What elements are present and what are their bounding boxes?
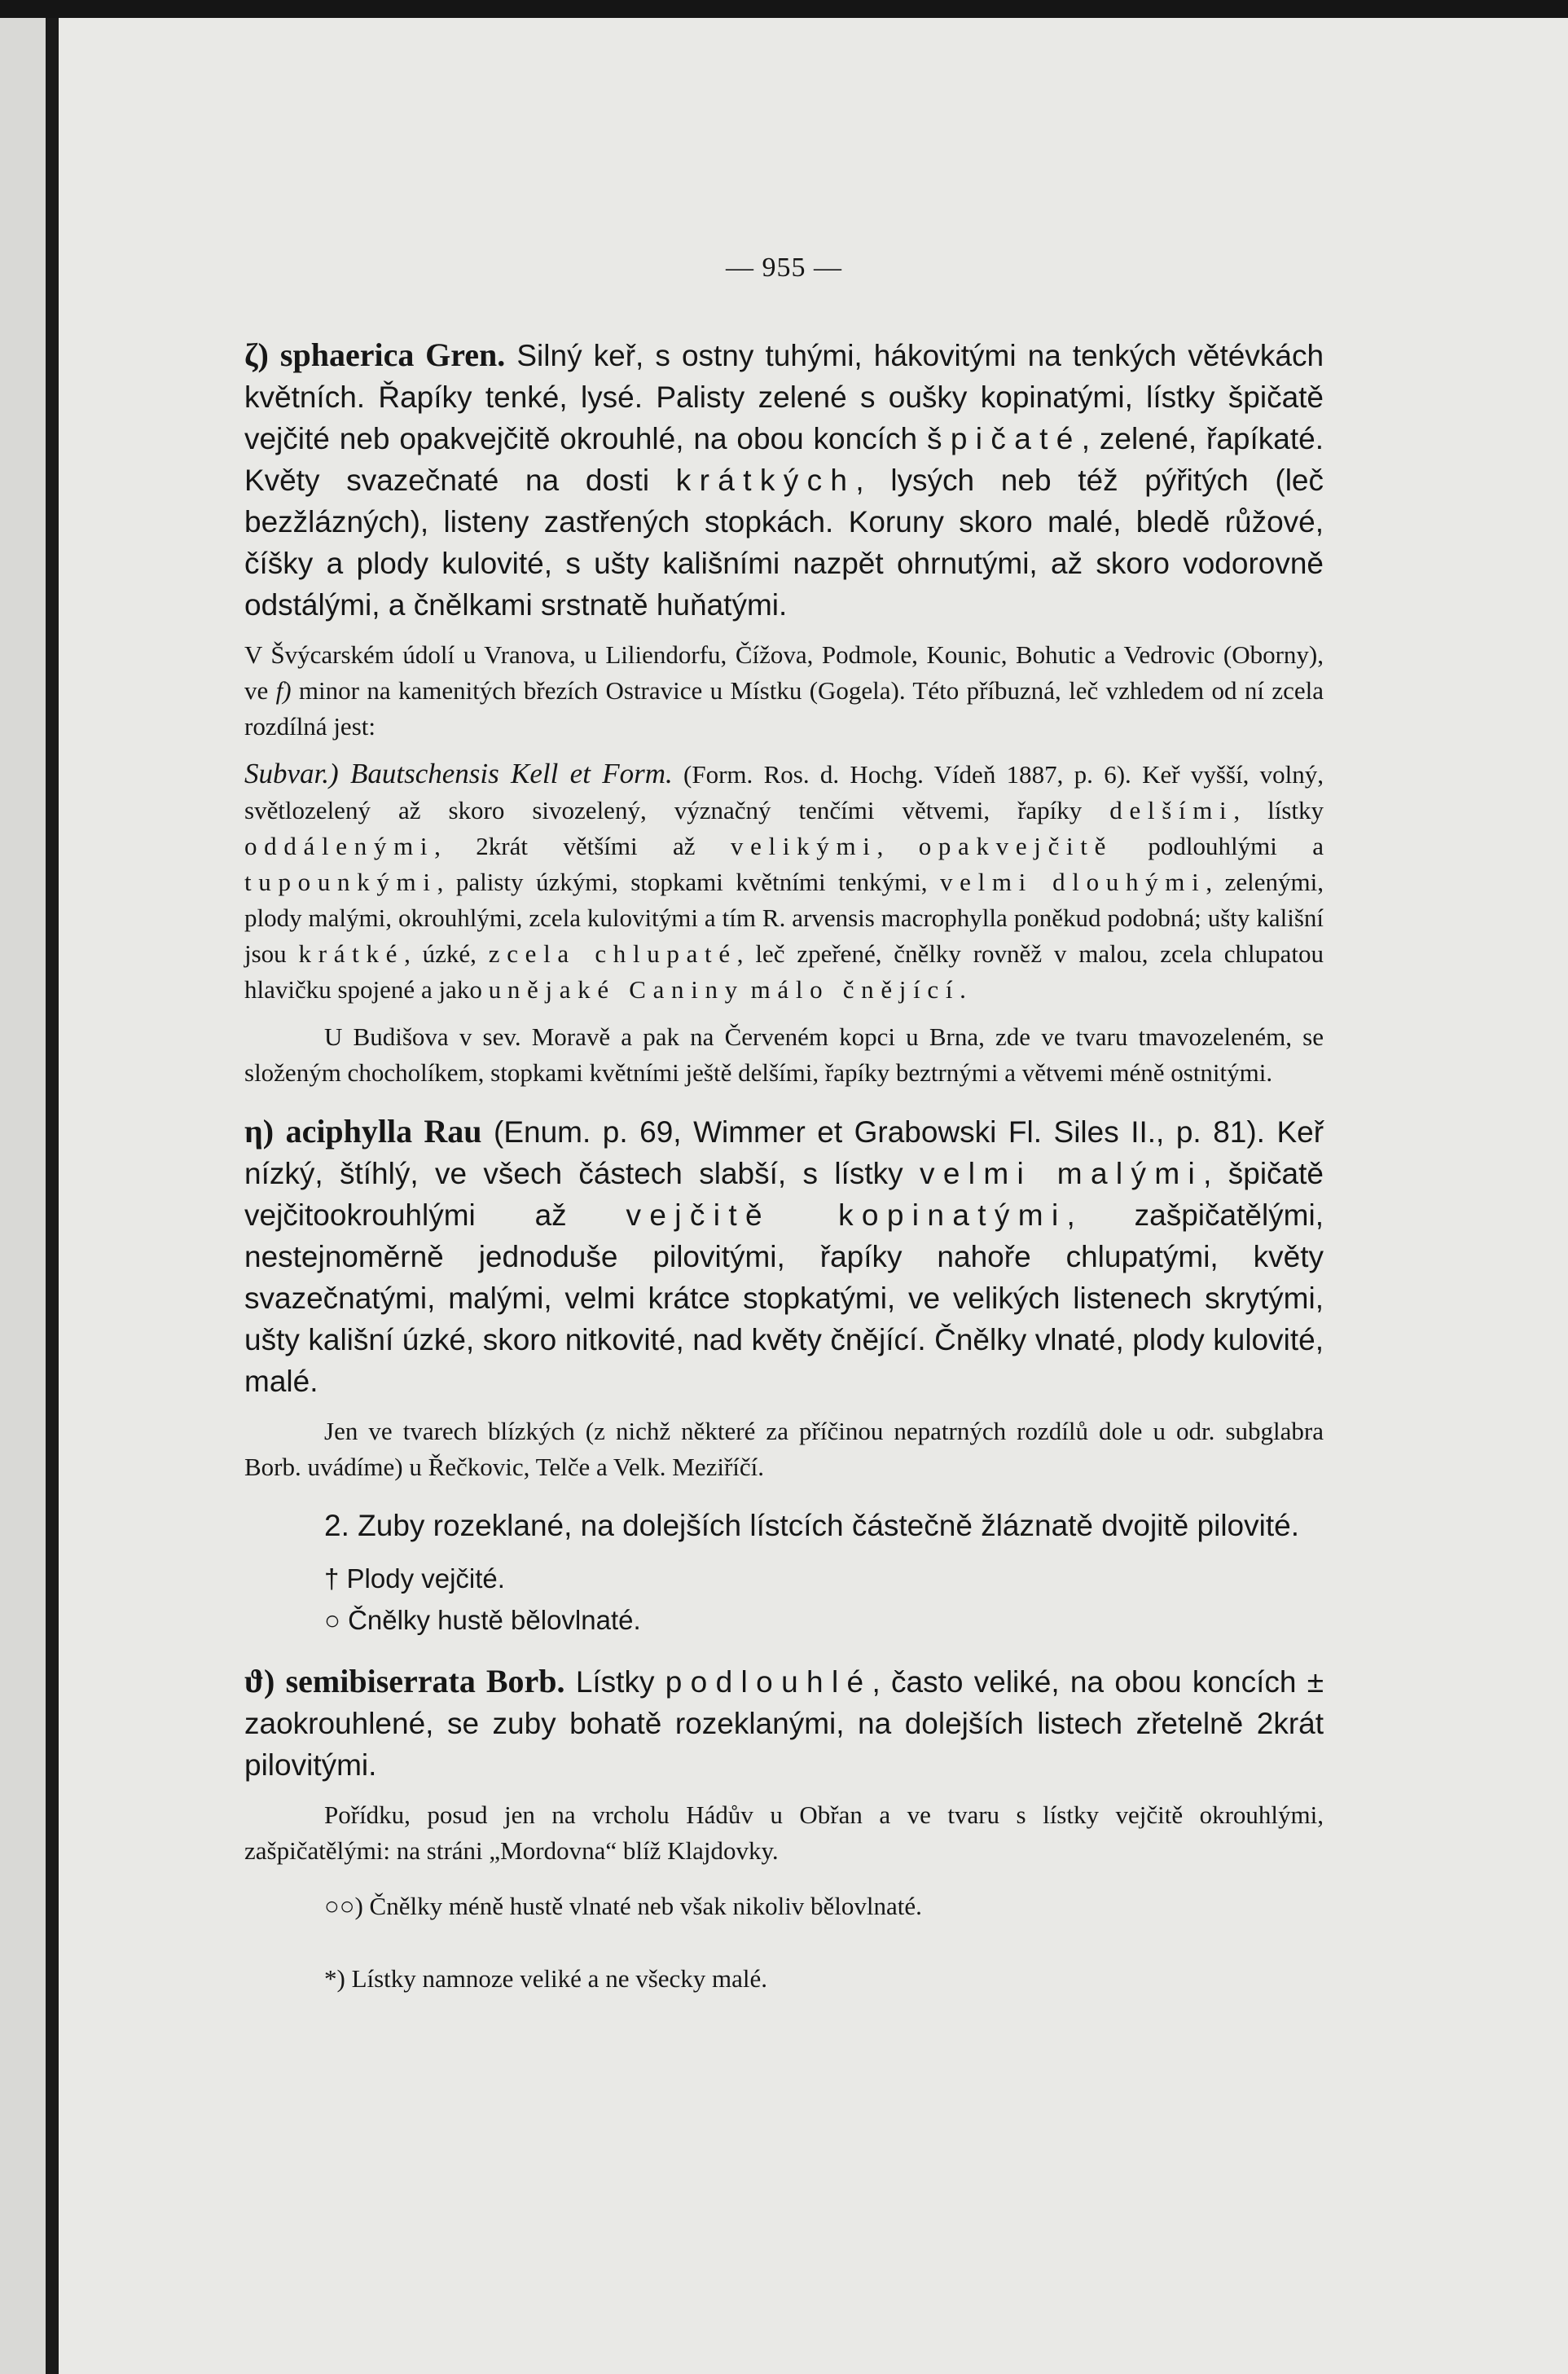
key-double-circle: ○○) Čnělky méně hustě vlnaté neb však nikoliv bělovlnaté. — [324, 1892, 922, 1920]
scan-top-edge — [0, 0, 1568, 18]
locality-semibiserrata: Pořídku, posud jen na vrcholu Hádův u Obřan a ve tvaru s lístky vejčitě okrouhlými, zašpičatělými: na stráni „Mordovna“ blíž Klajdovky. — [244, 1800, 1324, 1865]
footnote: *) Lístky namnoze veliké a ne všecky malé. — [324, 1964, 768, 1993]
key-dagger: † Plody vejčité. — [324, 1563, 505, 1594]
entry-sphaerica: ζ) sphaerica Gren. Silný keř, s ostny tuhými, hákovitými na tenkých větévkách květních. Řapíky tenké, lysé. Palisty zelené s oušky kopinatými, lístky špičatě vejčité neb opakvejčitě okrouhlé, na obou koncích špičaté, zelené, řapíkaté. Květy svazečnaté na dosti krátkých, lysých neb též pýřitých (leč bezžlázných), listeny zastřených stopkách. Koruny skoro malé, bledě růžové, číšky a plody kulovité, s ušty kališními nazpět ohrnutými, až skoro vodorovně odstálými, a čnělkami srstnatě huňatými. — [244, 336, 1324, 622]
taxon-name: aciphylla Rau — [285, 1113, 482, 1150]
entry-mark: ζ) — [244, 336, 269, 373]
entry-aciphylla: η) aciphylla Rau (Enum. p. 69, Wimmer et Grabowski Fl. Siles II., p. 81). Keř nízký, štíhlý, ve všech částech slabší, s lístky velmi malými, špičatě vejčitookrouhlými až vejčitě kopinatými, zašpičatělými, nestejnoměrně jednoduše pilovitými, řapíky nahoře chlupatými, květy svazečnatými, malými, velmi krátce stopkatými, ve velikých listenech skrytými, ušty kališní úzké, skoro nitkovité, nad květy čnějící. Čnělky vlnaté, plody kulovité, malé. — [244, 1113, 1324, 1398]
page-number: — 955 — — [726, 253, 842, 283]
locality-sphaerica: V Švýcarském údolí u Vranova, u Liliendorfu, Čížova, Podmole, Kounic, Bohutic a Vedrovic (Oborny), ve f) minor na kamenitých březích Ostravice u Místku (Gogela). Této příbuzná, leč vzhledem od ní zcela rozdílná jest: — [244, 640, 1324, 741]
page-content — [244, 253, 1324, 2022]
taxon-name: semibiserrata Borb. — [285, 1663, 565, 1699]
previous-page-strip — [0, 18, 46, 2374]
locality-aciphylla: Jen ve tvarech blízkých (z nichž některé za příčinou nepatrných rozdílů dole u odr. subglabra Borb. uvádíme) u Řečkovic, Telče a Velk. Meziříčí. — [244, 1417, 1324, 1481]
key-2: 2. Zuby rozeklané, na dolejších lístcích částečně žláznatě dvojitě pilovité. — [324, 1509, 1299, 1542]
entry-mark: ϑ) — [244, 1663, 275, 1699]
subvar-bautschensis: Subvar.) Bautschensis Kell et Form. (Form. Ros. d. Hochg. Vídeň 1887, p. 6). Keř vyšší, volný, světlozelený až skoro sivozelený, význačný tenčími větvemi, řapíky delšími, lístky oddálenými, 2krát většími až velikými, opakvejčitě podlouhlými a tupounkými, palisty úzkými, stopkami květními tenkými, velmi dlouhými, zelenými, plody malými, okrouhlými, zcela kulovitými a tím R. arvensis macrophylla poněkud podobná; ušty kališní jsou krátké, úzké, zcela chlupaté, leč zpeřené, čnělky rovněž v malou, zcela chlupatou hlavičku spojené a jako u nějaké Caniny málo čnějící. — [244, 758, 1324, 1004]
subvar-name: Subvar.) Bautschensis Kell et Form. — [244, 758, 673, 789]
entry-semibiserrata: ϑ) semibiserrata Borb. Lístky podlouhlé, často veliké, na obou koncích ± zaokrouhlené, se zuby bohatě rozeklanými, na dolejších listech zřetelně 2krát pilovitými. — [244, 1663, 1324, 1782]
entry-mark: η) — [244, 1113, 275, 1150]
key-circle: ○ Čnělky hustě bělovlnaté. — [324, 1605, 641, 1635]
taxon-name: sphaerica Gren. — [279, 336, 506, 373]
locality-subvar: U Budišova v sev. Moravě a pak na Červeném kopci u Brna, zde ve tvaru tmavozeleném, se složeným chocholíkem, stopkami květními ještě delšími, řapíky beztrnými a větvemi méně ostnitými. — [244, 1022, 1324, 1087]
